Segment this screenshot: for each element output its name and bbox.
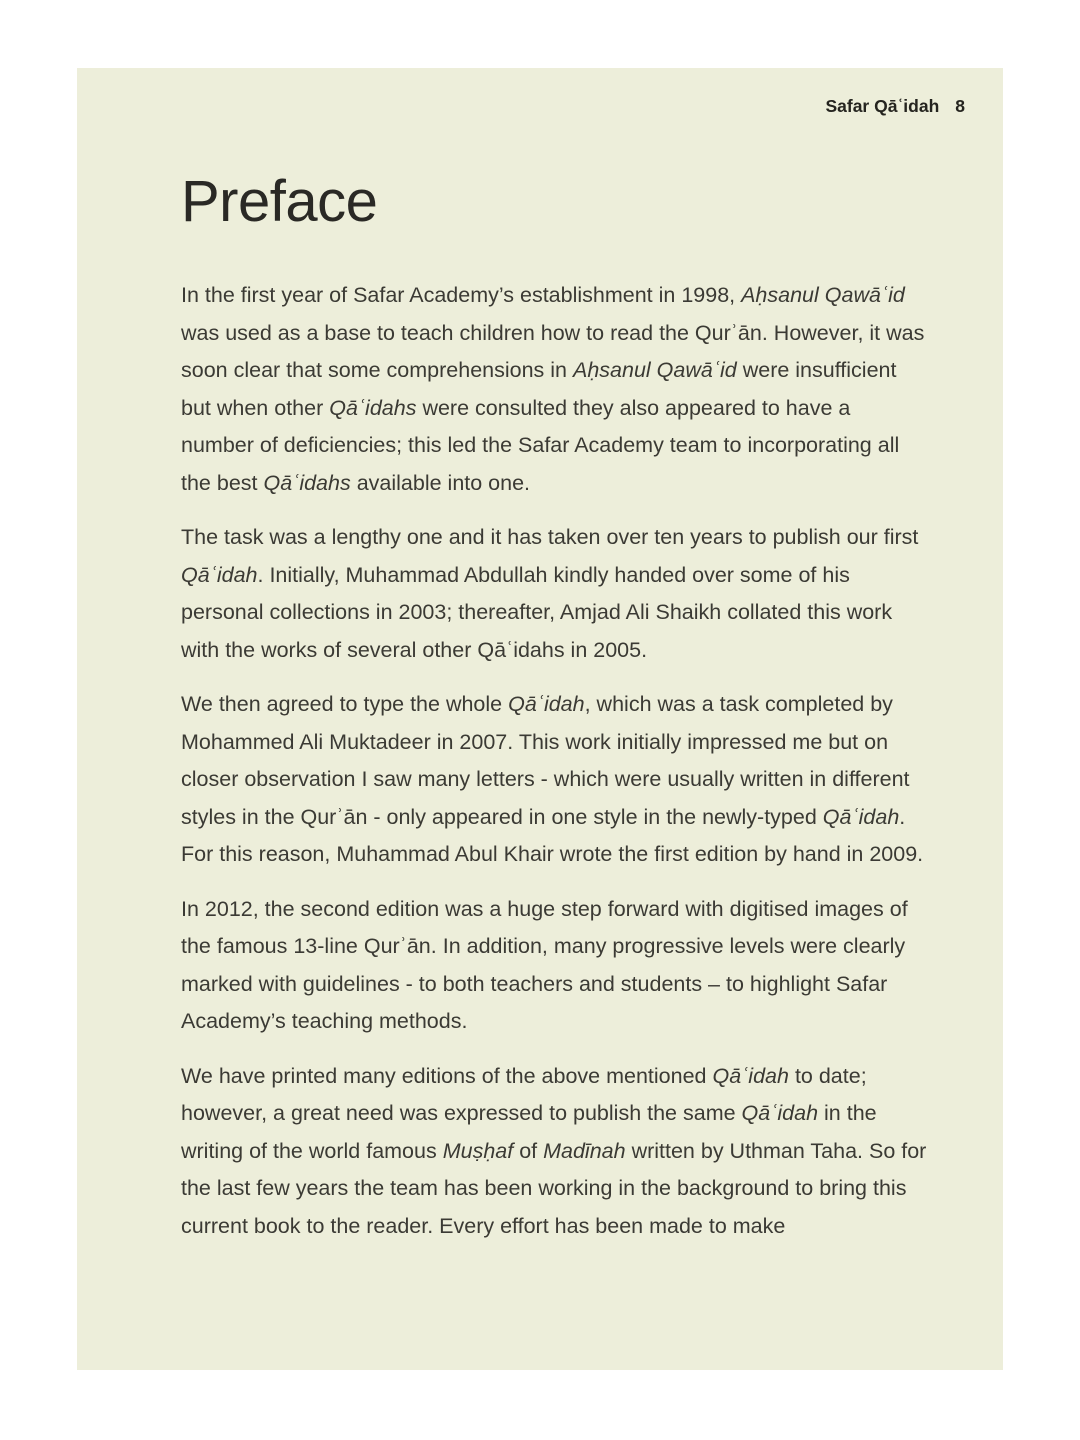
- italic-text-run: Aḥsanul Qawāʿid: [573, 358, 737, 382]
- text-run: , which was a task completed by Mohammed Ali Muktadeer in 2007. This work initially impressed me but on closer observation I saw many letters - which were usually written in different styles in the Qurʾān - only appeared in one style in the newly-typed: [181, 692, 910, 829]
- text-run: In 2012, the second edition was a huge step forward with digitised images of the famous 13-line Qurʾān. In addition, many progressive levels were clearly marked with guidelines - to both teachers and students – to highlight Safar Academy’s teaching methods.: [181, 896, 908, 1033]
- text-run: written by Uthman Taha. So for the last few years the team has been working in the background to bring this current book to the reader. Every effort has been made to make: [181, 1138, 927, 1238]
- text-run: to date; however, a great need was expressed to publish the same: [181, 1063, 867, 1125]
- text-run: We then agreed to type the whole: [181, 692, 509, 716]
- text-run: The task was a lengthy one and it has taken over ten years to publish our first: [181, 525, 919, 549]
- italic-text-run: Madīnah: [543, 1138, 626, 1163]
- italic-text-run: Qāʿidah: [822, 804, 900, 829]
- text-run: was used as a base to teach children how to read the Qurʾān. However, it was soon clear that some comprehensions in: [181, 320, 925, 382]
- text-run: In the first year of Safar Academy’s establishment in 1998,: [181, 283, 742, 307]
- text-run: . For this reason, Muhammad Abul Khair wrote the first edition by hand in 2009.: [181, 804, 924, 866]
- italic-text-run: Qāʿidah: [181, 562, 258, 587]
- paragraph: [181, 686, 929, 874]
- text-run: We have printed many editions of the above mentioned: [181, 1063, 713, 1088]
- italic-text-run: Qāʿidahs: [329, 395, 417, 420]
- text-run: of: [513, 1138, 544, 1163]
- italic-text-run: Aḥsanul Qawāʿid: [741, 283, 905, 307]
- page-title: Preface: [181, 169, 378, 234]
- paragraph: [181, 277, 929, 502]
- preface-paragraphs: [181, 277, 929, 1245]
- page-number: 8: [955, 96, 965, 116]
- italic-text-run: Qāʿidah: [508, 692, 585, 716]
- paragraph: [181, 519, 929, 669]
- text-run: available into one.: [350, 470, 531, 495]
- text-run: in the writing of the world famous: [181, 1101, 877, 1163]
- italic-text-run: Qāʿidahs: [263, 470, 351, 495]
- running-header-title: Safar Qāʿidah: [825, 96, 940, 116]
- paragraph: [181, 891, 929, 1041]
- italic-text-run: Qāʿidah: [741, 1101, 819, 1125]
- paragraph: [181, 1058, 929, 1246]
- page-content: [77, 68, 1003, 1245]
- text-run: were consulted they also appeared to have a number of deficiencies; this led the Safar Academy team to incorporating all the best: [181, 395, 900, 495]
- text-run: were insufficient but when other: [181, 358, 897, 420]
- book-page: [77, 68, 1003, 1370]
- running-header: [181, 95, 965, 117]
- text-run: . Initially, Muhammad Abdullah kindly handed over some of his personal collections in 2003; thereafter, Amjad Ali Shaikh collated this work with the works of several other Qāʿidahs in 2005.: [181, 562, 893, 662]
- italic-text-run: Muṣḥaf: [442, 1138, 514, 1163]
- italic-text-run: Qāʿidah: [712, 1063, 789, 1088]
